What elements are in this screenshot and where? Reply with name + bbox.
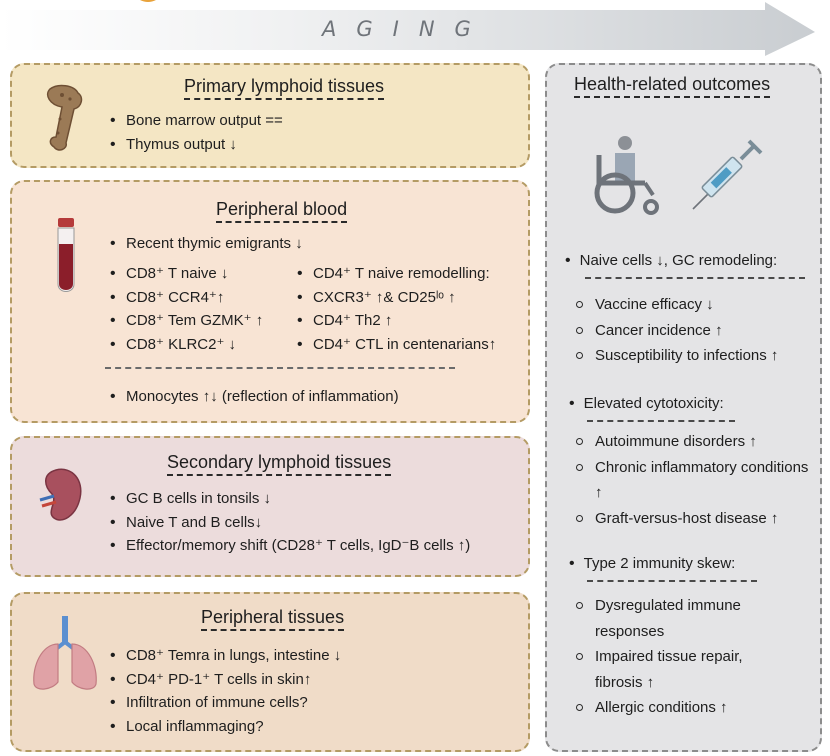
list-item: Autoimmune disorders ↑ [575, 429, 810, 455]
list-item: • Infiltration of immune cells? [110, 691, 341, 715]
secondary-lymphoid-panel [10, 436, 530, 577]
type2-list [575, 593, 765, 721]
cytotoxicity-list [575, 429, 810, 531]
list-item: • Effector/memory shift (CD28⁺ T cells, IgD⁻B cells ↑) [110, 534, 470, 558]
list-item: • CD4⁺ PD-1⁺ T cells in skin↑ [110, 668, 341, 692]
list-item: • Monocytes ↑↓ (reflection of inflammation) [110, 385, 399, 409]
peripheral-tissues-panel [10, 592, 530, 752]
list-item: Chronic inflammatory conditions ↑ [575, 455, 810, 506]
aging-label: AGING [322, 17, 491, 41]
primary-lymphoid-panel [10, 63, 530, 168]
heading-underline [587, 580, 757, 582]
list-item: • CD8⁺ CCR4⁺↑ [110, 286, 263, 310]
list-item: • Recent thymic emigrants ↓ [110, 232, 303, 256]
blood-left-list [110, 262, 263, 356]
blood-tube-icon [54, 216, 78, 301]
secondary-list [110, 487, 470, 558]
list-item: • Bone marrow output == [110, 109, 283, 133]
list-item: Cancer incidence ↑ [575, 318, 778, 344]
peripheral-blood-panel [10, 180, 530, 423]
list-item: • CD8⁺ T naive ↓ [110, 262, 263, 286]
primary-lymphoid-title: Primary lymphoid tissues [184, 76, 384, 100]
peripheral-blood-title: Peripheral blood [216, 199, 347, 223]
heading-underline [585, 277, 805, 279]
list-item: Graft-versus-host disease ↑ [575, 506, 810, 532]
list-item-continued: • CXCR3⁺ ↑& CD25ˡᵒ ↑ [297, 286, 496, 310]
list-item: • CD8⁺ KLRC2⁺ ↓ [110, 333, 263, 357]
bone-icon [40, 83, 92, 158]
lungs-icon [30, 614, 100, 699]
health-outcomes-panel [545, 63, 822, 752]
list-item: Allergic conditions ↑ [575, 695, 765, 721]
list-item: • CD8⁺ Temra in lungs, intestine ↓ [110, 644, 341, 668]
blood-right-list [297, 262, 496, 356]
list-item: • Thymus output ↓ [110, 133, 283, 157]
list-item: • GC B cells in tonsils ↓ [110, 487, 470, 511]
heading-underline [587, 420, 735, 422]
list-item: Susceptibility to infections ↑ [575, 343, 778, 369]
tissue-list [110, 644, 341, 738]
blood-divider [105, 367, 455, 369]
syringe-icon [685, 135, 765, 220]
wheelchair-icon [585, 133, 665, 222]
list-item: • CD4⁺ CTL in centenarians↑ [297, 333, 496, 357]
list-item: • Naive T and B cells↓ [110, 511, 470, 535]
secondary-lymphoid-title: Secondary lymphoid tissues [167, 452, 391, 476]
list-item: • CD4⁺ Th2 ↑ [297, 309, 496, 333]
list-item: Impaired tissue repair, fibrosis ↑ [575, 644, 765, 695]
list-item: • Local inflammaging? [110, 715, 341, 739]
peripheral-tissues-title: Peripheral tissues [201, 607, 344, 631]
primary-list [110, 109, 283, 156]
blood-bottom-list [110, 385, 399, 409]
list-item: • CD4⁺ T naive remodelling: [297, 262, 496, 286]
blood-top-list [110, 232, 303, 256]
naive-cells-heading: • Naive cells ↓, GC remodeling: [565, 252, 777, 270]
health-outcomes-title: Health-related outcomes [574, 74, 770, 98]
type2-heading: • Type 2 immunity skew: [569, 555, 735, 573]
list-item: Dysregulated immune responses [575, 593, 765, 644]
list-item: • CD8⁺ Tem GZMK⁺ ↑ [110, 309, 263, 333]
list-item: Vaccine efficacy ↓ [575, 292, 778, 318]
spleen-icon [38, 466, 88, 531]
cytotoxicity-heading: • Elevated cytotoxicity: [569, 395, 724, 413]
naive-cells-list [575, 292, 778, 369]
